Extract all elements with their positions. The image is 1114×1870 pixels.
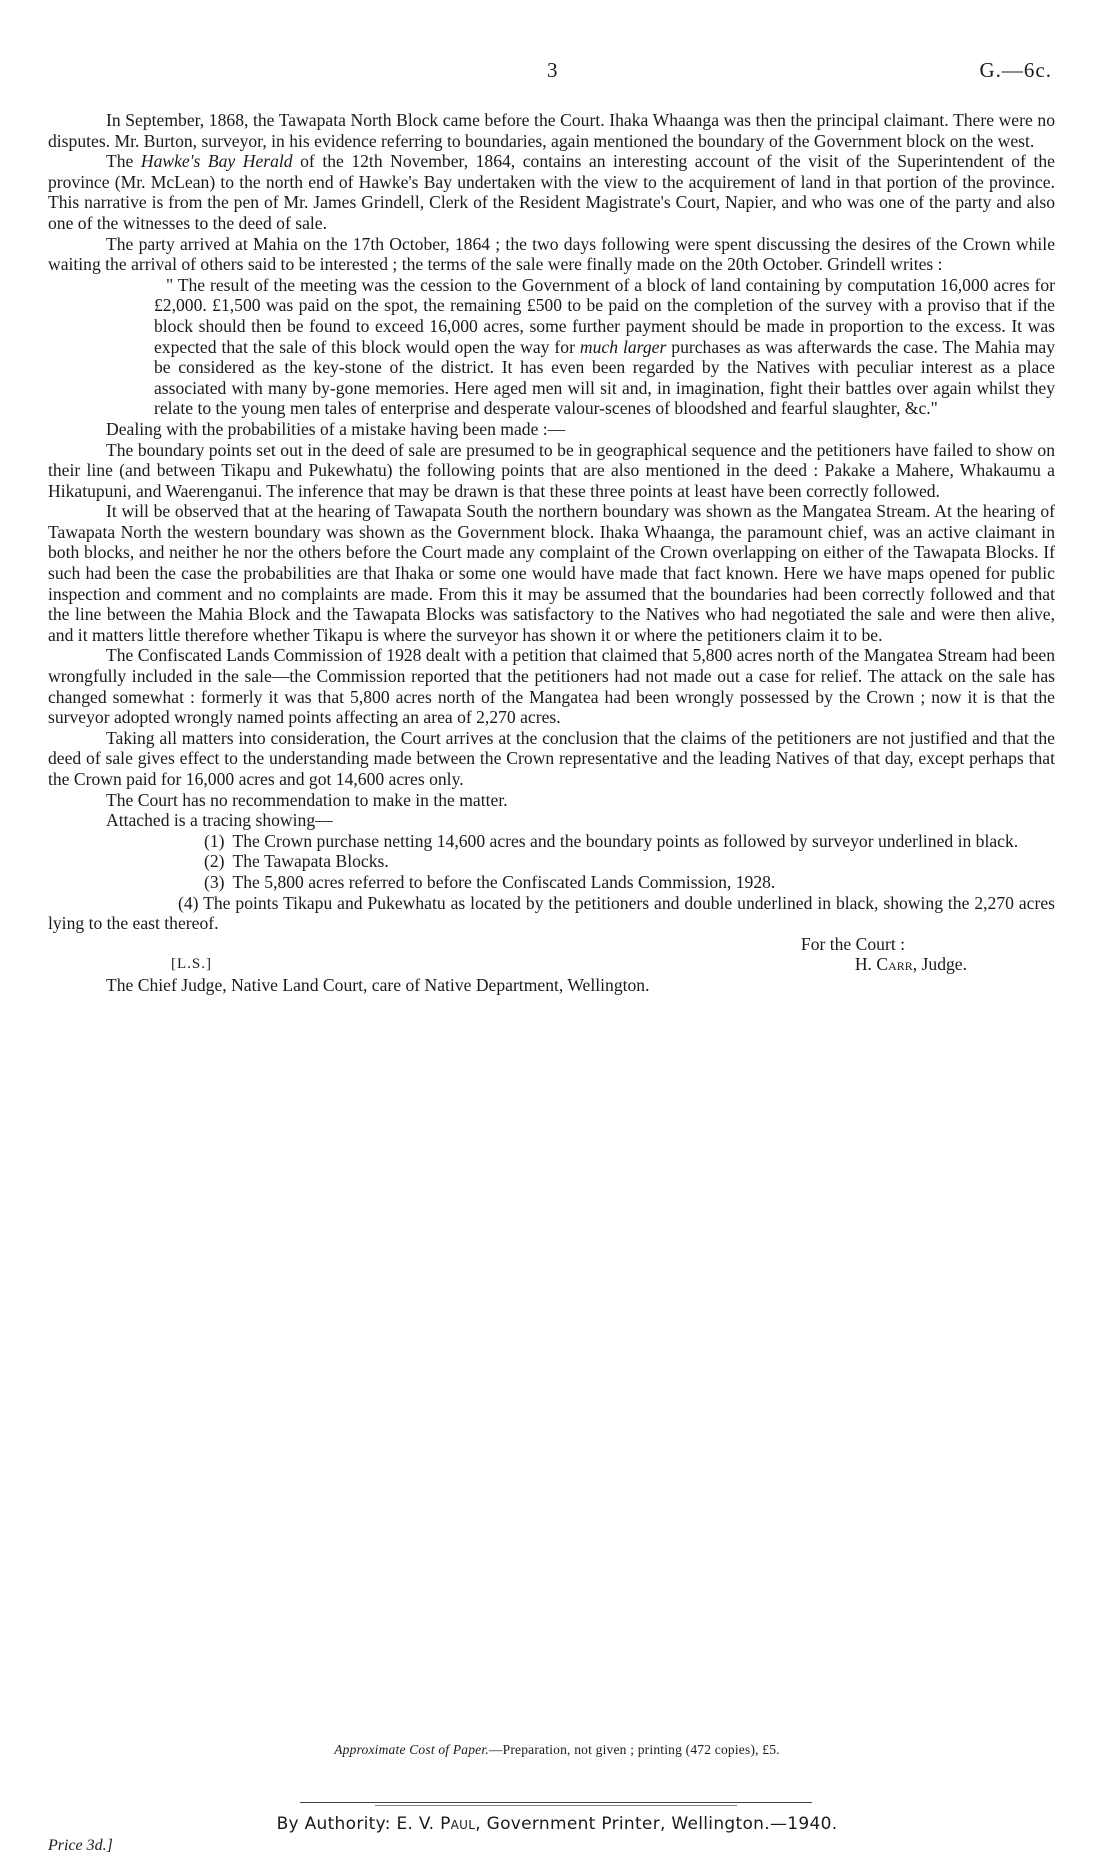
text-run: purchases as was afterwards the case. The Mahia may be considered as the key-stone of the district. It has even been regarded by the Natives with peculiar interest as a place associated with many by-gone memories. Here aged men will sit and, in imagination, fight their battles over again whilst they relate to the young men tales of enterprise and desperate valour-scenes of bloodshed and fearful slaughter, &c." — [154, 336, 1055, 419]
page-number: 3 — [547, 58, 558, 82]
paragraph-hearing-observations: It will be observed that at the hearing of Tawapata South the northern boundary was shown as the Mangatea Stream. At the hearing of Tawapata North the western boundary was shown as the Government block. Ihaka Whaanga, the paramount chief, was an active claimant in both blocks, and neither he nor the others before the Court made any complaint of the Crown overlapping on either of the Tawapata Blocks. If such had been the case the probabilities are that Ihaka or some one would have made that fact known. Here we have maps opened for public inspection and comment and no complaints are made. From this it may be assumed that the boundaries had been correctly followed and that the line between the Mahia Block and the Tawapata Blocks was satisfactory to the Natives who had negotiated the sale and were then alive, and it matters little therefore whether Tikapu is where the surveyor has shown it or where the petitioners claim it to be. — [48, 501, 1055, 645]
attachment-text: The Tawapata Blocks. — [232, 851, 389, 872]
judge-signature — [855, 954, 967, 975]
attachment-item — [48, 851, 1055, 872]
printer-prefix: By Authority: — [276, 1814, 397, 1834]
text-run: of the 12th November, 1864, contains an interesting account of the visit of the Superintendent of the province (Mr. McLean) to the north end of Hawke's Bay undertaken with the view to the acquirement of land in that portion of the province. This narrative is from the pen of Mr. James Grindell, Clerk of the Resident Magistrate's Court, Napier, and who was one of the party and also one of the witnesses to the deed of sale. — [48, 151, 1055, 233]
attachment-number: (1) — [204, 830, 225, 851]
cost-label: Approximate Cost of Paper. — [334, 1742, 489, 1757]
attachment-text: The Crown purchase netting 14,600 acres and the boundary points as followed by surveyor underlined in black. — [232, 830, 1019, 851]
attachment-number: (4) — [178, 892, 199, 913]
newspaper-title: Hawke's Bay Herald — [140, 151, 293, 172]
page-header — [0, 58, 1114, 88]
report-body — [48, 110, 1055, 996]
approximate-cost — [0, 1742, 1114, 1758]
emphasis: much larger — [579, 336, 667, 357]
paragraph-tawapata-north: In September, 1868, the Tawapata North Block came before the Court. Ihaka Whaanga was then the principal claimant. There were no disputes. Mr. Burton, surveyor, in his evidence referring to boundaries, again mentioned the boundary of the Government block on the west. — [48, 110, 1055, 151]
grindell-quote — [154, 275, 1055, 419]
attachment-number: (3) — [204, 871, 225, 892]
judge-name: H. Carr — [854, 954, 913, 975]
paragraph-boundary-points: The boundary points set out in the deed of sale are presumed to be in geographical sequence and the petitioners have failed to show on their line (and between Tikapu and Pukewhatu) the following points that are also mentioned in the deed : Pakake a Mahere, Whakaumu a Hikatupuni, and Waerenganui. The inference that may be drawn is that these three points at least have been correctly followed. — [48, 439, 1055, 501]
attachment-number: (2) — [204, 851, 225, 872]
footer-divider-inner — [375, 1805, 737, 1806]
paragraph-party-arrived: The party arrived at Mahia on the 17th October, 1864 ; the two days following were spent discussing the desires of the Crown while waiting the arrival of others said to be interested ; the terms of the sale were finally made on the 20th October. Grindell writes : — [48, 233, 1055, 275]
cost-text: —Preparation, not given ; printing (472 copies), £5. — [488, 1742, 780, 1757]
seal-mark: [L.S.] — [171, 956, 212, 973]
addressee: The Chief Judge, Native Land Court, care of Native Department, Wellington. — [106, 975, 650, 996]
signature-row — [48, 954, 1055, 975]
paragraph-no-recommendation: The Court has no recommendation to make in the matter. — [106, 789, 508, 810]
paragraph-conclusion: Taking all matters into consideration, the Court arrives at the conclusion that the claims of the petitioners are not justified and that the deed of sale gives effect to the understanding made between the Crown representative and the leading Natives of that day, except perhaps that the Crown paid for 16,000 acres and got 14,600 acres only. — [48, 727, 1055, 789]
paragraph-commission-1928: The Confiscated Lands Commission of 1928 dealt with a petition that claimed that 5,800 acres north of the Mangatea Stream had been wrongfully included in the sale—the Commission reported that the petitioners had not made out a case for relief. The attack on the sale has changed somewhat : formerly it was that 5,800 acres north of the Mangatea had been wrongly possessed by the Crown ; now it is that the surveyor adopted wrongly named points affecting an area of 2,270 acres. — [48, 645, 1055, 728]
price: Price 3d.] — [48, 1837, 113, 1854]
attachment-item — [48, 831, 1055, 852]
printer-name: E. V. Paul — [396, 1814, 476, 1834]
printer-suffix: , Government Printer, Wellington.—1940. — [475, 1814, 838, 1834]
text-run: The — [106, 151, 141, 172]
judge-title: , Judge. — [912, 954, 967, 975]
paragraph-probabilities: Dealing with the probabilities of a mistake having been made :— — [106, 418, 566, 439]
attachment-text: The points Tikapu and Pukewhatu as located by the petitioners and double underlined in black, showing the 2,270 acres lying to the east thereof. — [48, 892, 1055, 934]
printer-imprint — [0, 1814, 1114, 1834]
text-run: " The result of the meeting was the cession to the Government of a block of land containing by computation 16,000 acres for £2,000. £1,500 was paid on the spot, the remaining £500 to be paid on the completion of the survey with a proviso that if the block should then be found to exceed 16,000 acres, some further payment should be made in proportion to the excess. It was expected that the sale of this block would open the way for — [154, 274, 1055, 357]
attachment-item — [48, 872, 1055, 893]
for-the-court: For the Court : — [800, 933, 905, 954]
attachment-item — [48, 893, 1055, 934]
paragraph-attached: Attached is a tracing showing— — [106, 810, 333, 831]
paragraph-hawkes-bay-herald — [48, 151, 1055, 233]
footer-divider — [300, 1802, 812, 1803]
attachment-text: The 5,800 acres referred to before the Confiscated Lands Commission, 1928. — [232, 871, 776, 892]
paper-reference: G.—6c. — [979, 58, 1052, 82]
